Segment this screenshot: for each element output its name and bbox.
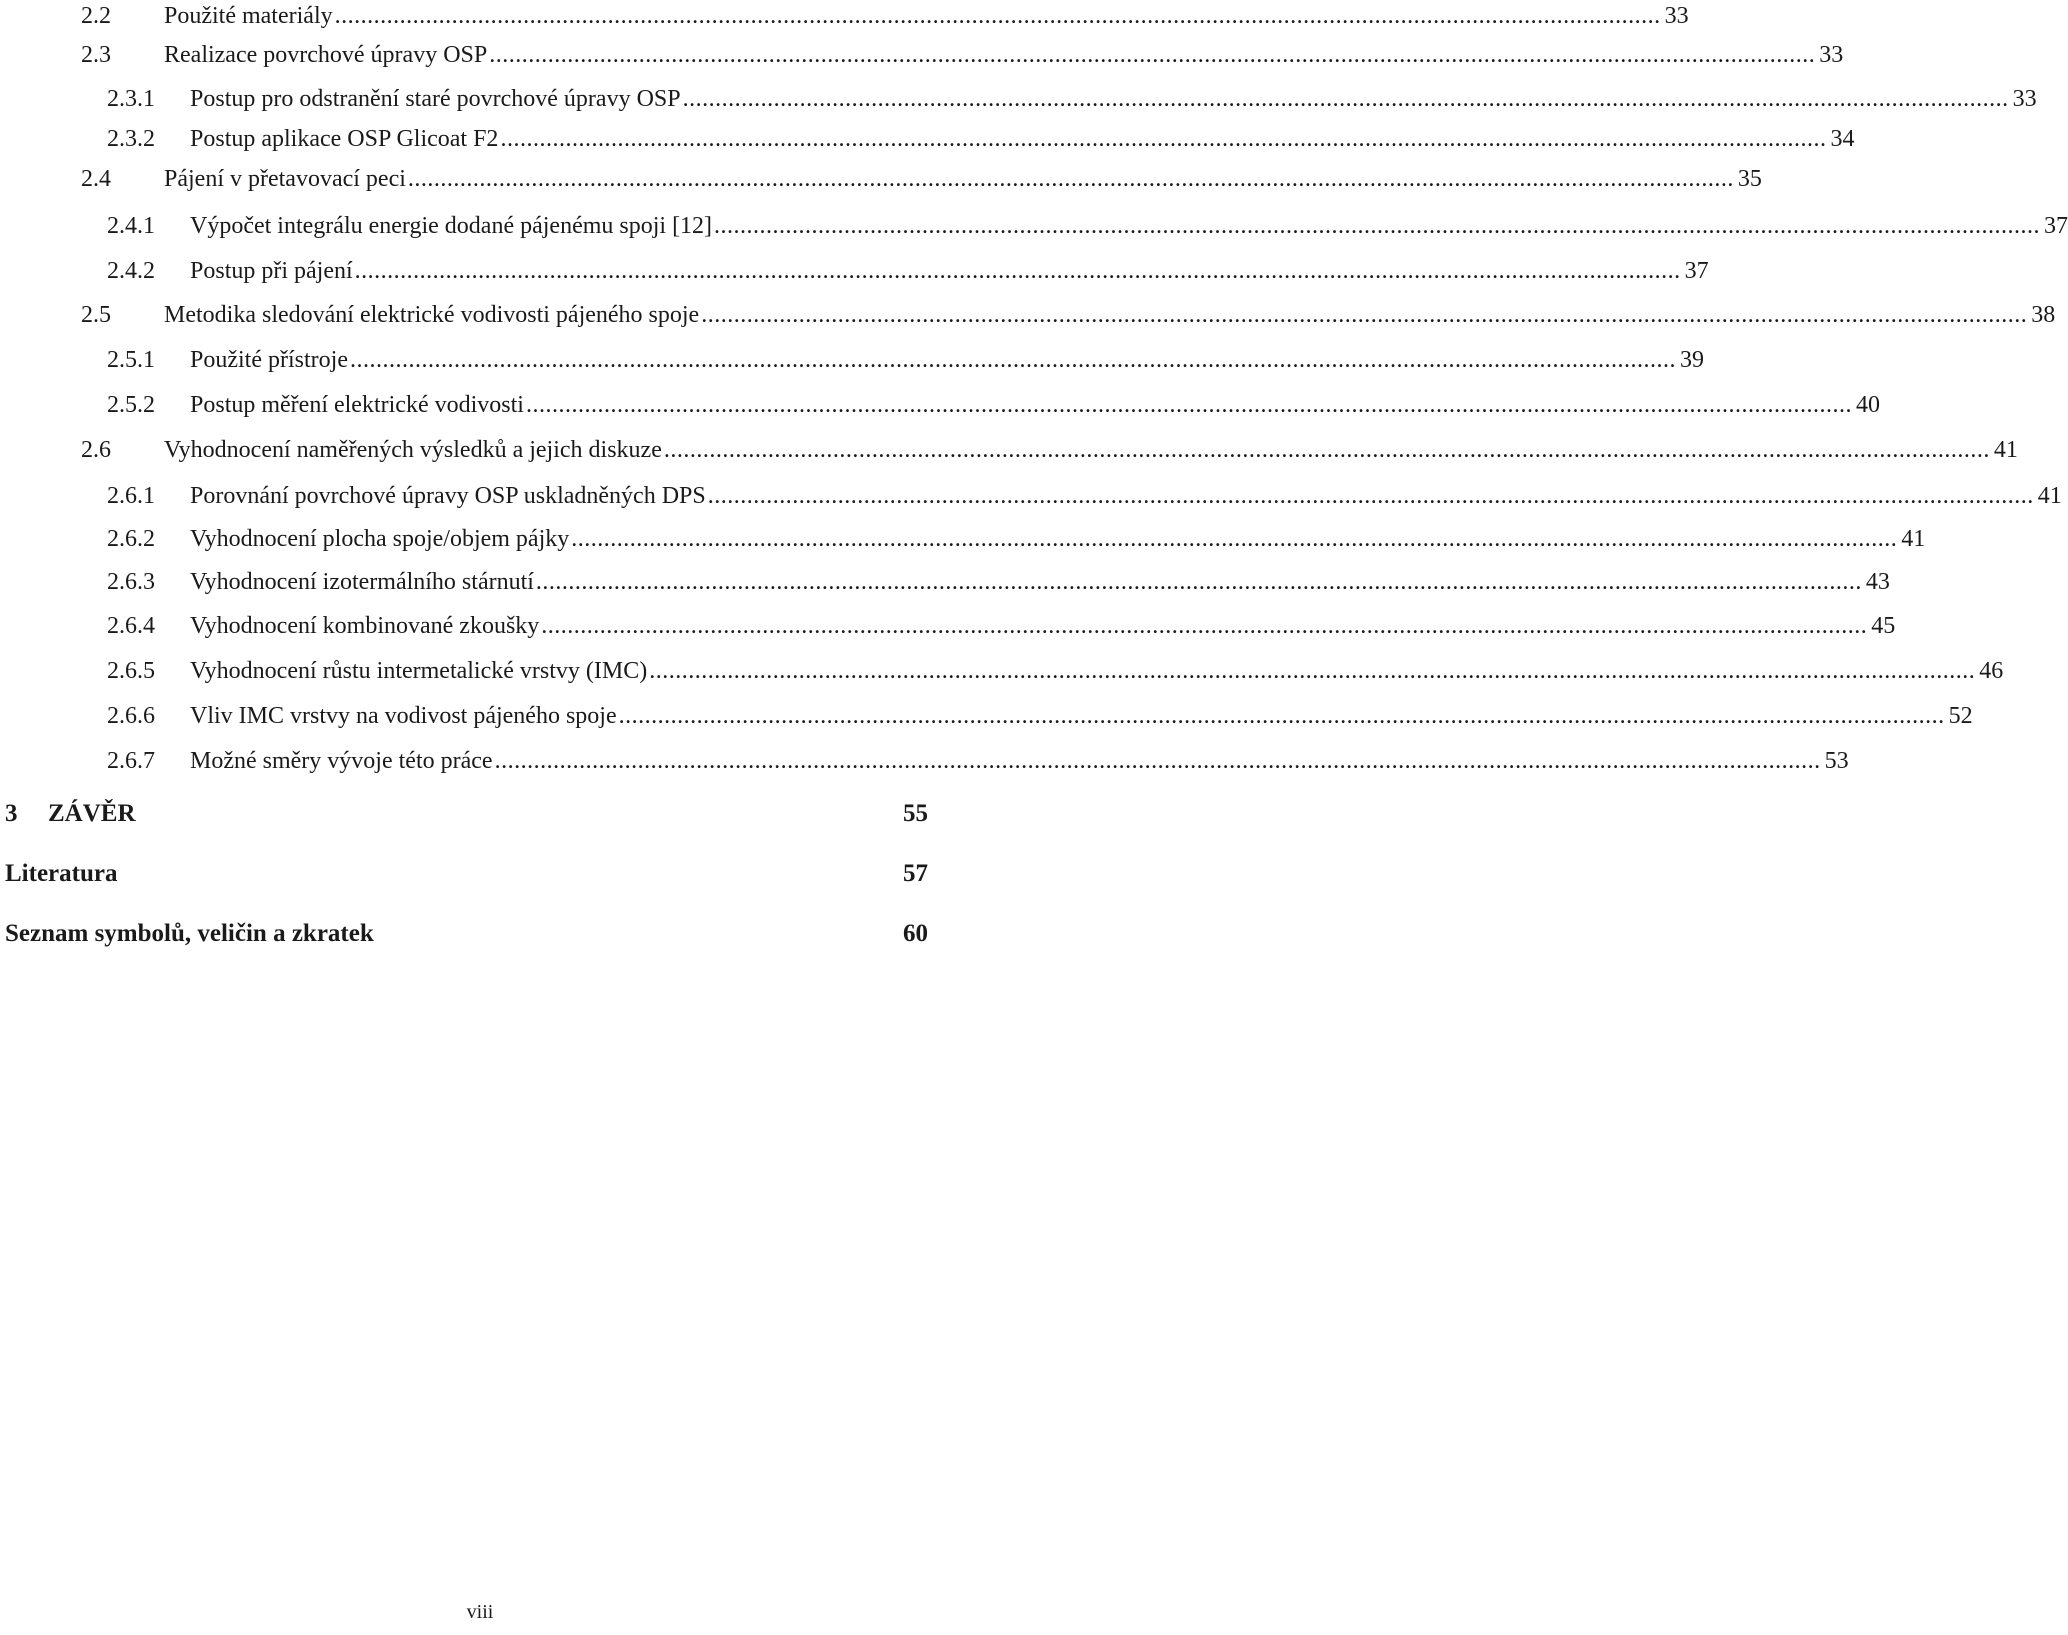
toc-leader-dots: ............................................................................................................................................................................................................ — [714, 213, 2041, 239]
toc-entry-title: Použité přístroje — [190, 347, 348, 373]
toc-chapter-page: 55 — [903, 800, 928, 827]
toc-entry-number: 2.6.4 — [107, 613, 155, 639]
toc-chapter-entry[interactable] — [0, 859, 960, 899]
toc-leader-dots: ............................................................................................................................................................................................................ — [525, 392, 1852, 418]
toc-entry-title: Metodika sledování elektrické vodivosti pájeného spoje — [164, 302, 700, 328]
toc-leader-dots: ............................................................................................................................................................................................................ — [707, 483, 2034, 509]
toc-entry-page: 40 — [1855, 392, 1880, 418]
toc-entry[interactable] — [0, 612, 1896, 656]
toc-chapter-title: Literatura — [5, 860, 118, 887]
toc-entry-title: Použité materiály — [164, 3, 333, 29]
toc-entry[interactable] — [0, 436, 2018, 480]
toc-entry-page: 41 — [1901, 526, 1926, 552]
toc-entry[interactable] — [0, 568, 1890, 612]
toc-leader-dots: ............................................................................................................................................................................................................ — [682, 86, 2009, 112]
toc-entry-number: 2.5.2 — [107, 392, 155, 418]
toc-entry-page: 52 — [1948, 703, 1973, 729]
toc-chapter-number: 3 — [5, 800, 18, 827]
toc-entry[interactable] — [0, 346, 1704, 390]
toc-entry-title: Postup pro odstranění staré povrchové úpravy OSP — [190, 86, 681, 112]
toc-chapter-entry[interactable] — [0, 919, 960, 959]
toc-chapter-page: 57 — [903, 860, 928, 887]
toc-entry-title: Postup při pájení — [190, 258, 353, 284]
toc-leader-dots: ............................................................................................................................................................................................................ — [489, 42, 1816, 68]
toc-entry[interactable] — [0, 525, 1926, 569]
toc-entry[interactable] — [0, 391, 1880, 435]
toc-chapter-title: ZÁVĚR — [48, 800, 136, 827]
toc-leader-dots: ............................................................................................................................................................................................................ — [407, 166, 1734, 192]
toc-entry-number: 2.4.1 — [107, 213, 155, 239]
toc-entry-title: Vyhodnocení izotermálního stárnutí — [190, 569, 534, 595]
toc-entry-page: 46 — [1979, 658, 2004, 684]
toc-leader-dots: ............................................................................................................................................................................................................ — [618, 703, 1945, 729]
toc-entry[interactable] — [0, 125, 1855, 169]
toc-entry-page: 33 — [1664, 3, 1689, 29]
toc-leader-dots: ............................................................................................................................................................................................................ — [701, 302, 2028, 328]
toc-entry-page: 33 — [2012, 86, 2037, 112]
toc-entry-title: Vyhodnocení plocha spoje/objem pájky — [190, 526, 570, 552]
toc-entry[interactable] — [0, 301, 2056, 345]
toc-entry-page: 33 — [1819, 42, 1844, 68]
toc-leader-dots: ............................................................................................................................................................................................................ — [649, 658, 1976, 684]
toc-chapter-entry[interactable] — [0, 799, 960, 839]
toc-leader-dots: ............................................................................................................................................................................................................ — [354, 258, 1681, 284]
toc-entry-title: Vyhodnocení kombinované zkoušky — [190, 613, 540, 639]
toc-entry-title: Realizace povrchové úpravy OSP — [164, 42, 488, 68]
toc-leader-dots: ............................................................................................................................................................................................................ — [663, 437, 1990, 463]
toc-entry-title: Vyhodnocení naměřených výsledků a jejich diskuze — [164, 437, 662, 463]
toc-leader-dots: ............................................................................................................................................................................................................ — [334, 3, 1661, 29]
toc-entry-number: 2.6 — [81, 437, 111, 463]
toc-entry-title: Výpočet integrálu energie dodané pájenému spoji [12] — [190, 213, 713, 239]
toc-entry[interactable] — [0, 747, 1849, 791]
toc-entry-number: 2.4.2 — [107, 258, 155, 284]
toc-entry[interactable] — [0, 41, 1844, 85]
toc-entry-number: 2.6.1 — [107, 483, 155, 509]
toc-entry-number: 2.6.6 — [107, 703, 155, 729]
toc-entry[interactable] — [0, 702, 1973, 746]
toc-chapter-title: Seznam symbolů, veličin a zkratek — [5, 920, 374, 947]
toc-leader-dots: ............................................................................................................................................................................................................ — [571, 526, 1898, 552]
toc-entry[interactable] — [0, 657, 2004, 701]
page-number: viii — [466, 1601, 494, 1623]
toc-entry-number: 2.3.2 — [107, 126, 155, 152]
toc-entry-title: Možné směry vývoje této práce — [190, 748, 493, 774]
toc-entry-title: Vyhodnocení růstu intermetalické vrstvy (IMC) — [190, 658, 648, 684]
toc-entry-page: 38 — [2031, 302, 2056, 328]
toc-leader-dots: ............................................................................................................................................................................................................ — [500, 126, 1827, 152]
toc-entry[interactable] — [0, 165, 1762, 209]
toc-entry[interactable] — [0, 85, 2037, 129]
toc-leader-dots: ............................................................................................................................................................................................................ — [541, 613, 1868, 639]
toc-entry-number: 2.6.7 — [107, 748, 155, 774]
toc-leader-dots: ............................................................................................................................................................................................................ — [349, 347, 1676, 373]
toc-entry-page: 34 — [1830, 126, 1855, 152]
toc-entry-page: 41 — [2037, 483, 2062, 509]
toc-entry-title: Porovnání povrchové úpravy OSP uskladněných DPS — [190, 483, 706, 509]
toc-entry-number: 2.2 — [81, 3, 111, 29]
toc-chapter-page: 60 — [903, 920, 928, 947]
toc-entry-number: 2.6.3 — [107, 569, 155, 595]
toc-entry-title: Pájení v přetavovací peci — [164, 166, 406, 192]
toc-entry-number: 2.5 — [81, 302, 111, 328]
toc-entry-page: 43 — [1865, 569, 1890, 595]
toc-leader-dots: ............................................................................................................................................................................................................ — [494, 748, 1821, 774]
toc-entry-page: 35 — [1737, 166, 1762, 192]
toc-entry[interactable] — [0, 482, 2062, 526]
toc-entry-page: 45 — [1871, 613, 1896, 639]
toc-entry-number: 2.4 — [81, 166, 111, 192]
toc-entry-number: 2.6.2 — [107, 526, 155, 552]
toc-entry-number: 2.3 — [81, 42, 111, 68]
toc-entry-title: Vliv IMC vrstvy na vodivost pájeného spoje — [190, 703, 617, 729]
toc-entry-number: 2.6.5 — [107, 658, 155, 684]
toc-entry-page: 41 — [1993, 437, 2018, 463]
toc-entry[interactable] — [0, 257, 1709, 301]
toc-entry-page: 37 — [1684, 258, 1709, 284]
toc-entry-page: 37 — [2044, 213, 2068, 239]
toc-leader-dots: ............................................................................................................................................................................................................ — [535, 569, 1862, 595]
toc-entry-page: 39 — [1679, 347, 1704, 373]
toc-entry[interactable] — [0, 212, 2068, 256]
toc-entry-title: Postup měření elektrické vodivosti — [190, 392, 524, 418]
toc-entry-title: Postup aplikace OSP Glicoat F2 — [190, 126, 499, 152]
toc-entry[interactable] — [0, 2, 1689, 46]
toc-entry-number: 2.5.1 — [107, 347, 155, 373]
toc-entry-number: 2.3.1 — [107, 86, 155, 112]
toc-entry-page: 53 — [1824, 748, 1849, 774]
